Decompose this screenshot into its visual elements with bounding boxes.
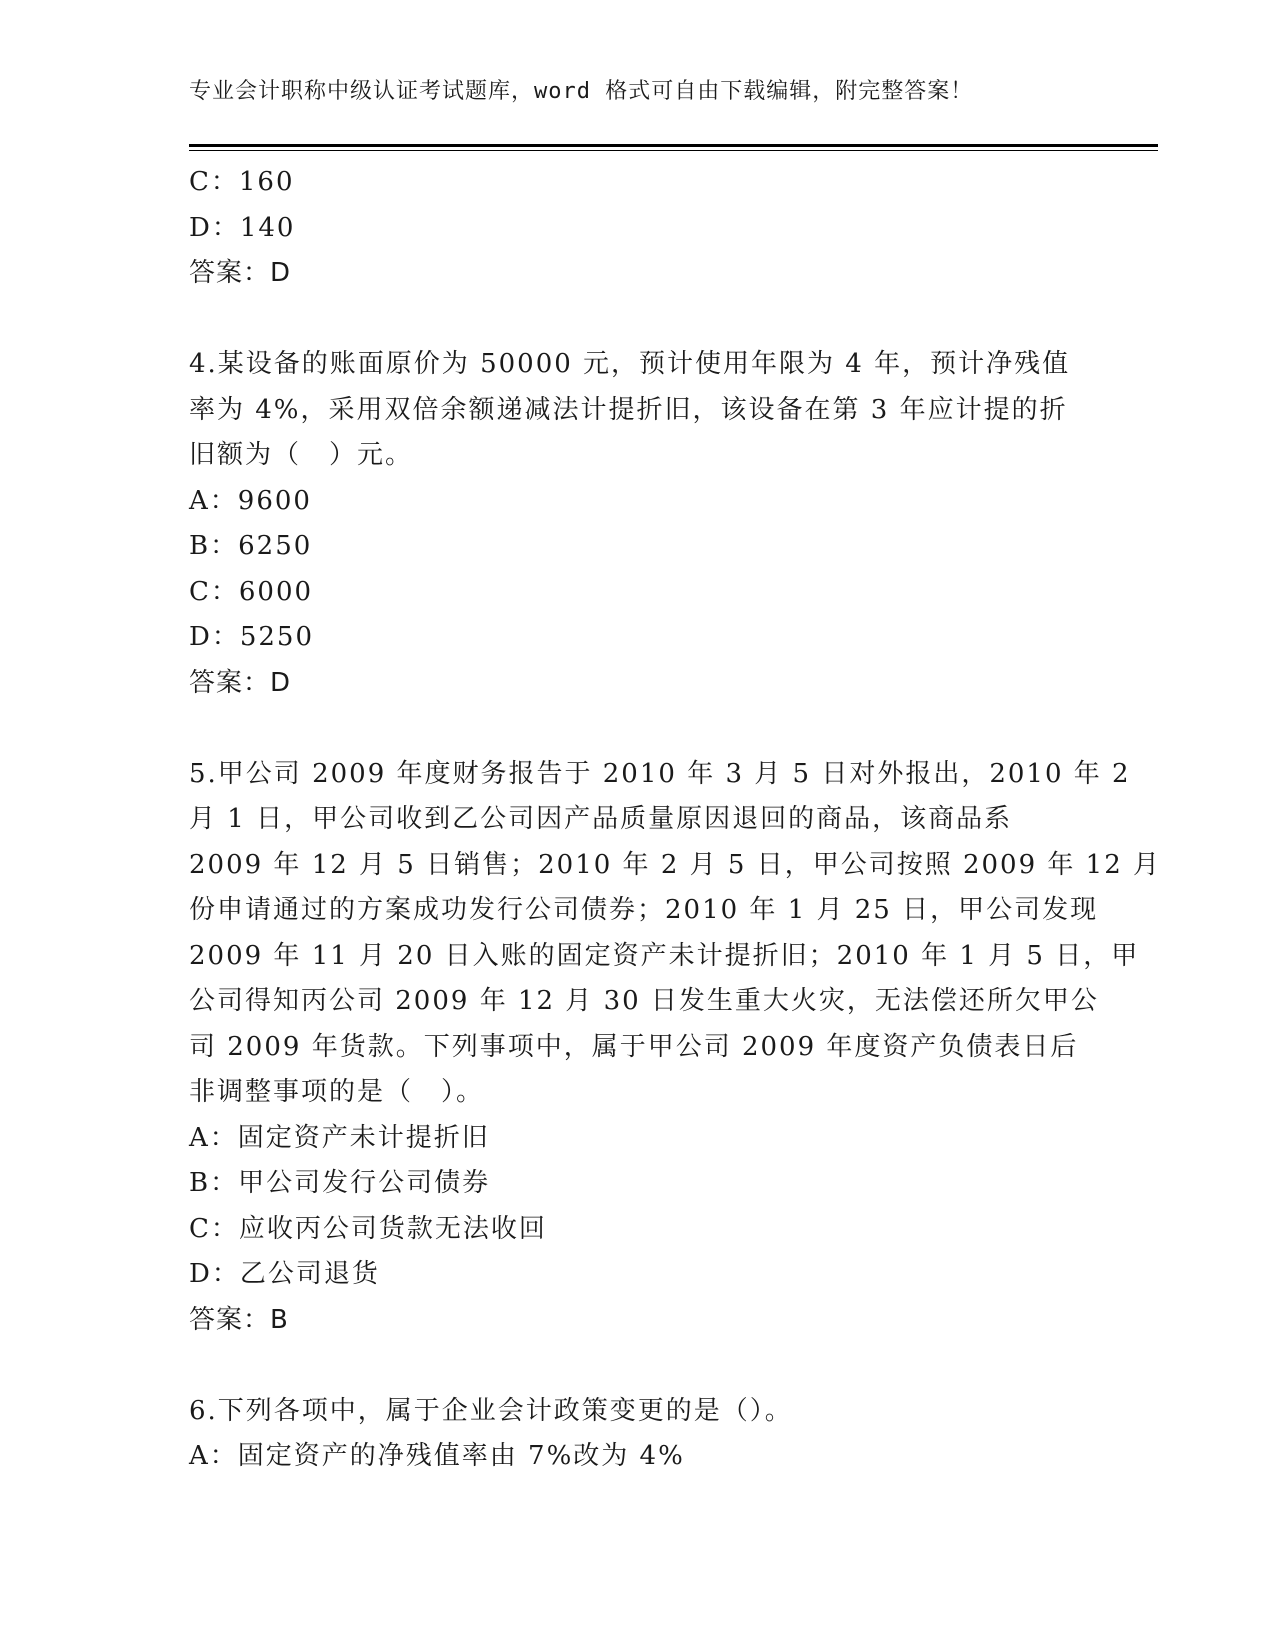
option-c: C：160 xyxy=(189,167,295,197)
option-d: D：乙公司退货 xyxy=(189,1259,380,1289)
answer: 答案：B xyxy=(189,1304,289,1335)
option-c: C：6000 xyxy=(189,576,314,607)
question-text-line: 份申请通过的方案成功发行公司债券；2010 年 1 月 25 日，甲公司发现 xyxy=(189,895,1099,925)
answer: 答案：D xyxy=(189,667,292,698)
question-4 xyxy=(189,342,1089,706)
option-b: B：6250 xyxy=(189,531,313,561)
header-rule-thick xyxy=(189,144,1158,147)
option-b: B：甲公司发行公司债券 xyxy=(189,1168,491,1198)
page-header: 专业会计职称中级认证考试题库，word 格式可自由下载编辑，附完整答案！ xyxy=(189,79,974,104)
question-text-line: 5.甲公司 2009 年度财务报告于 2010 年 3 月 5 日对外报出，2010 年 2 xyxy=(189,758,1131,789)
question-text-line: 司 2009 年货款。下列事项中，属于甲公司 2009 年度资产负债表日后 xyxy=(189,1031,1079,1062)
option-a: A：9600 xyxy=(189,485,312,516)
question-text-line: 旧额为（ ）元。 xyxy=(189,440,414,470)
question-text-line: 非调整事项的是（ ）。 xyxy=(189,1077,485,1107)
option-d: D：5250 xyxy=(189,622,315,652)
answer: 答案：D xyxy=(189,258,292,288)
header-rule-thin xyxy=(189,150,1158,151)
spacer xyxy=(189,297,1089,343)
question-5 xyxy=(189,752,1162,1344)
option-a: A：固定资产未计提折旧 xyxy=(189,1122,490,1153)
prev-question xyxy=(189,160,1089,297)
question-text-line: 6.下列各项中，属于企业会计政策变更的是（）。 xyxy=(189,1395,793,1426)
question-text-line: 2009 年 11 月 20 日入账的固定资产未计提折旧；2010 年 1 月 5 日，甲 xyxy=(189,940,1140,971)
option-a: A：固定资产的净残值率由 7%改为 4% xyxy=(189,1441,685,1471)
question-content xyxy=(189,160,1162,1480)
spacer xyxy=(189,706,1089,752)
question-text-line: 2009 年 12 月 5 日销售；2010 年 2 月 5 日，甲公司按照 2009 年 12 月 xyxy=(189,849,1162,880)
spacer xyxy=(189,1343,1089,1389)
option-c: C：应收丙公司货款无法收回 xyxy=(189,1213,547,1244)
question-text-line: 公司得知丙公司 2009 年 12 月 30 日发生重大火灾，无法偿还所欠甲公 xyxy=(189,986,1099,1016)
question-text-line: 月 1 日，甲公司收到乙公司因产品质量原因退回的商品，该商品系 xyxy=(189,804,1013,834)
question-text-line: 4.某设备的账面原价为 50000 元，预计使用年限为 4 年，预计净残值 xyxy=(189,349,1071,379)
question-text-line: 率为 4%，采用双倍余额递减法计提折旧，该设备在第 3 年应计提的折 xyxy=(189,394,1068,425)
question-6 xyxy=(189,1389,1089,1480)
option-d: D：140 xyxy=(189,212,296,243)
